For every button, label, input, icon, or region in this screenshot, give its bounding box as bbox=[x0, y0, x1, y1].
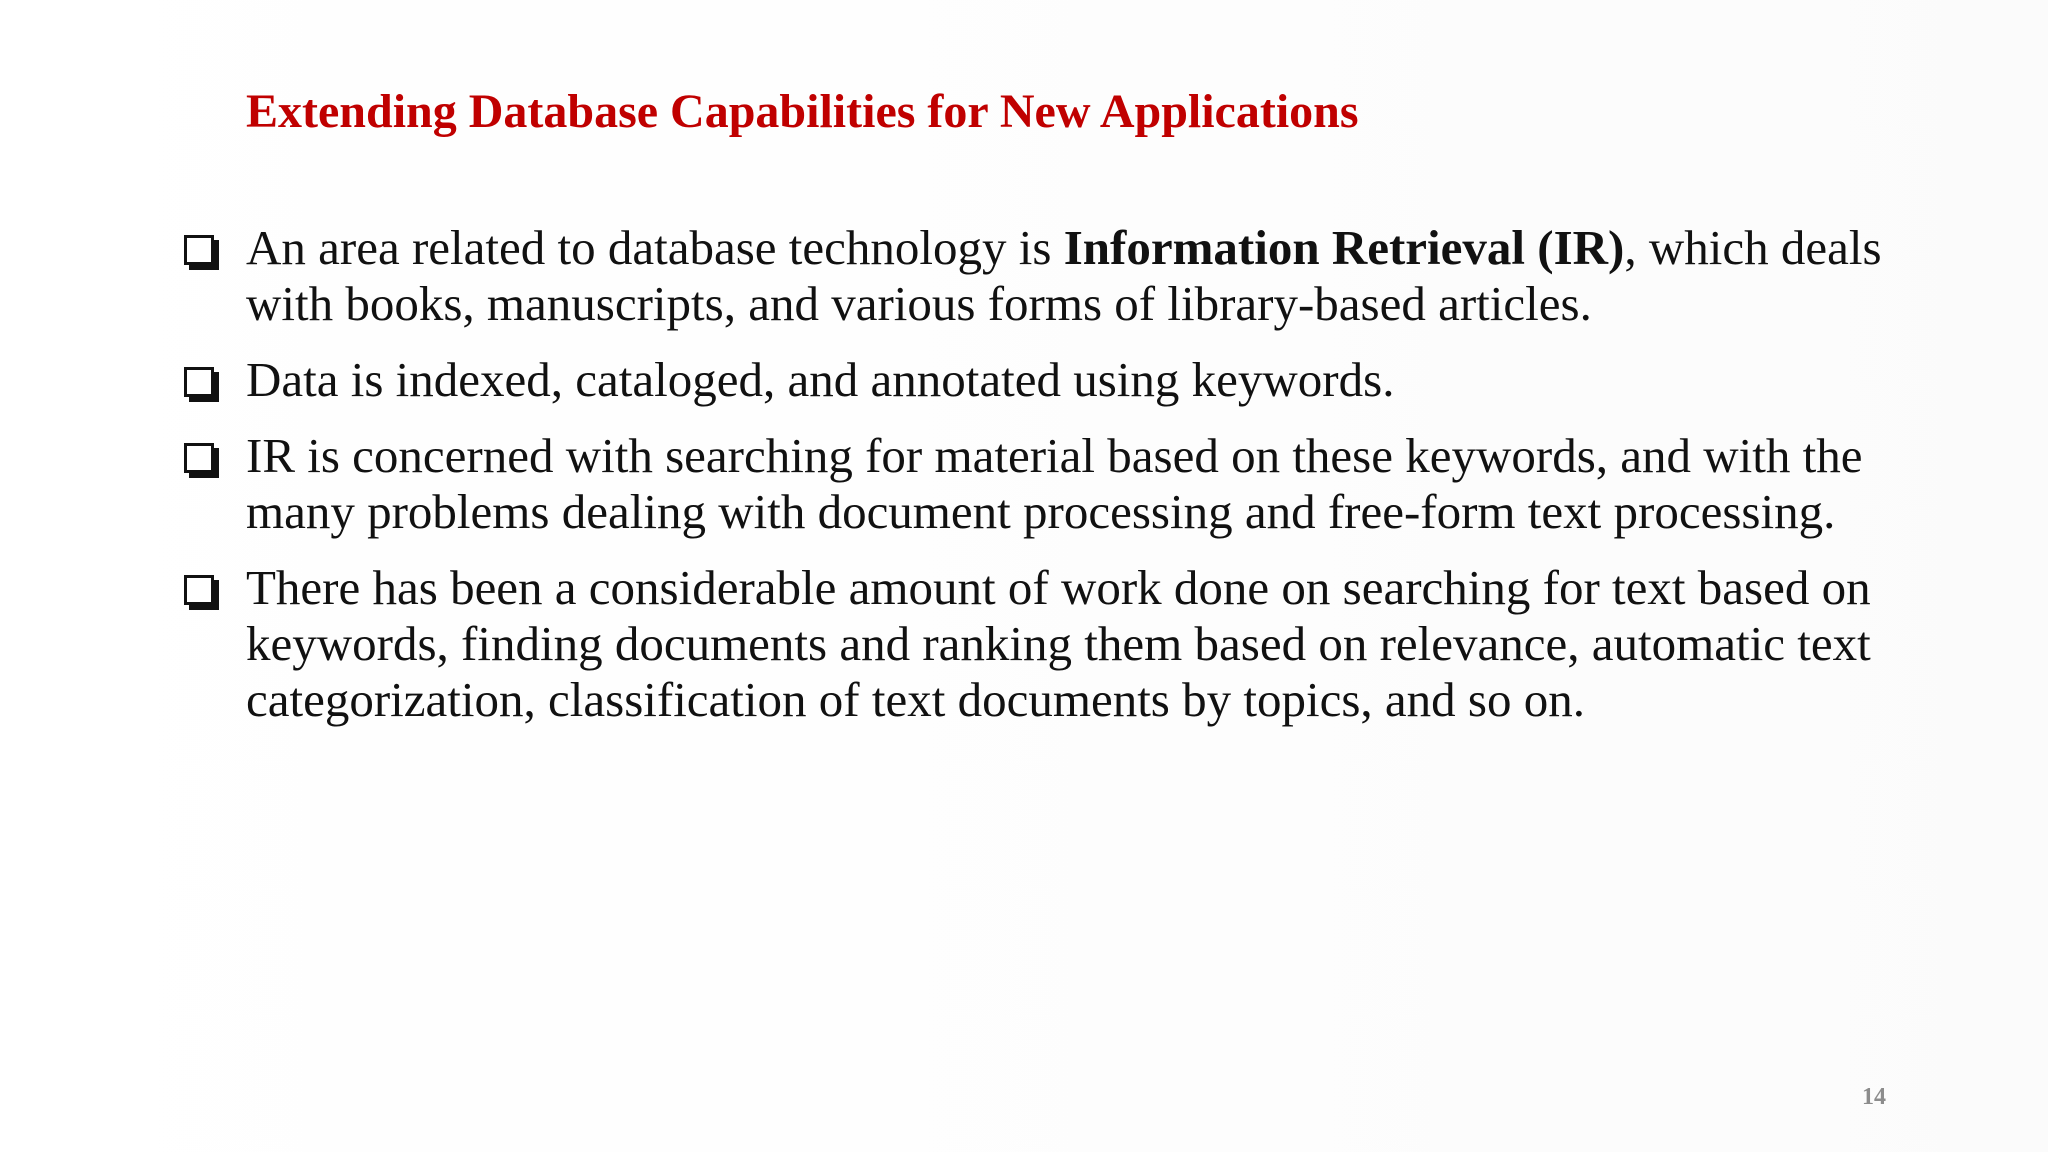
bullet-text-bold-term: Information Retrieval (IR) bbox=[1063, 220, 1625, 275]
checkbox-bullet-icon bbox=[184, 235, 214, 265]
bullet-text: IR is concerned with searching for material based on these keywords, and with the many problems dealing with document processing and free-form text processing. bbox=[246, 428, 1863, 539]
checkbox-bullet-icon bbox=[184, 575, 214, 605]
checkbox-bullet-icon bbox=[184, 443, 214, 473]
bullet-item-indexing bbox=[180, 352, 1940, 408]
checkbox-bullet-icon bbox=[184, 367, 214, 397]
bullet-text-before: An area related to database technology is bbox=[246, 220, 1064, 275]
bullet-item-information-retrieval bbox=[180, 220, 1940, 332]
bullet-text: Data is indexed, cataloged, and annotated using keywords. bbox=[246, 352, 1395, 407]
bullet-item-searching bbox=[180, 428, 1940, 540]
bullet-text-after: , which deals with books, manuscripts, and various forms of library-based articles. bbox=[246, 220, 1882, 331]
page-number: 14 bbox=[1862, 1084, 1886, 1110]
bullet-list bbox=[180, 220, 1940, 748]
bullet-text: There has been a considerable amount of work done on searching for text based on keywords, finding documents and ranking them based on relevance, automatic text categorization, classification of text documents by topics, and so on. bbox=[246, 560, 1871, 727]
slide-title: Extending Database Capabilities for New Applications bbox=[246, 85, 1359, 138]
bullet-item-text-work bbox=[180, 560, 1940, 728]
